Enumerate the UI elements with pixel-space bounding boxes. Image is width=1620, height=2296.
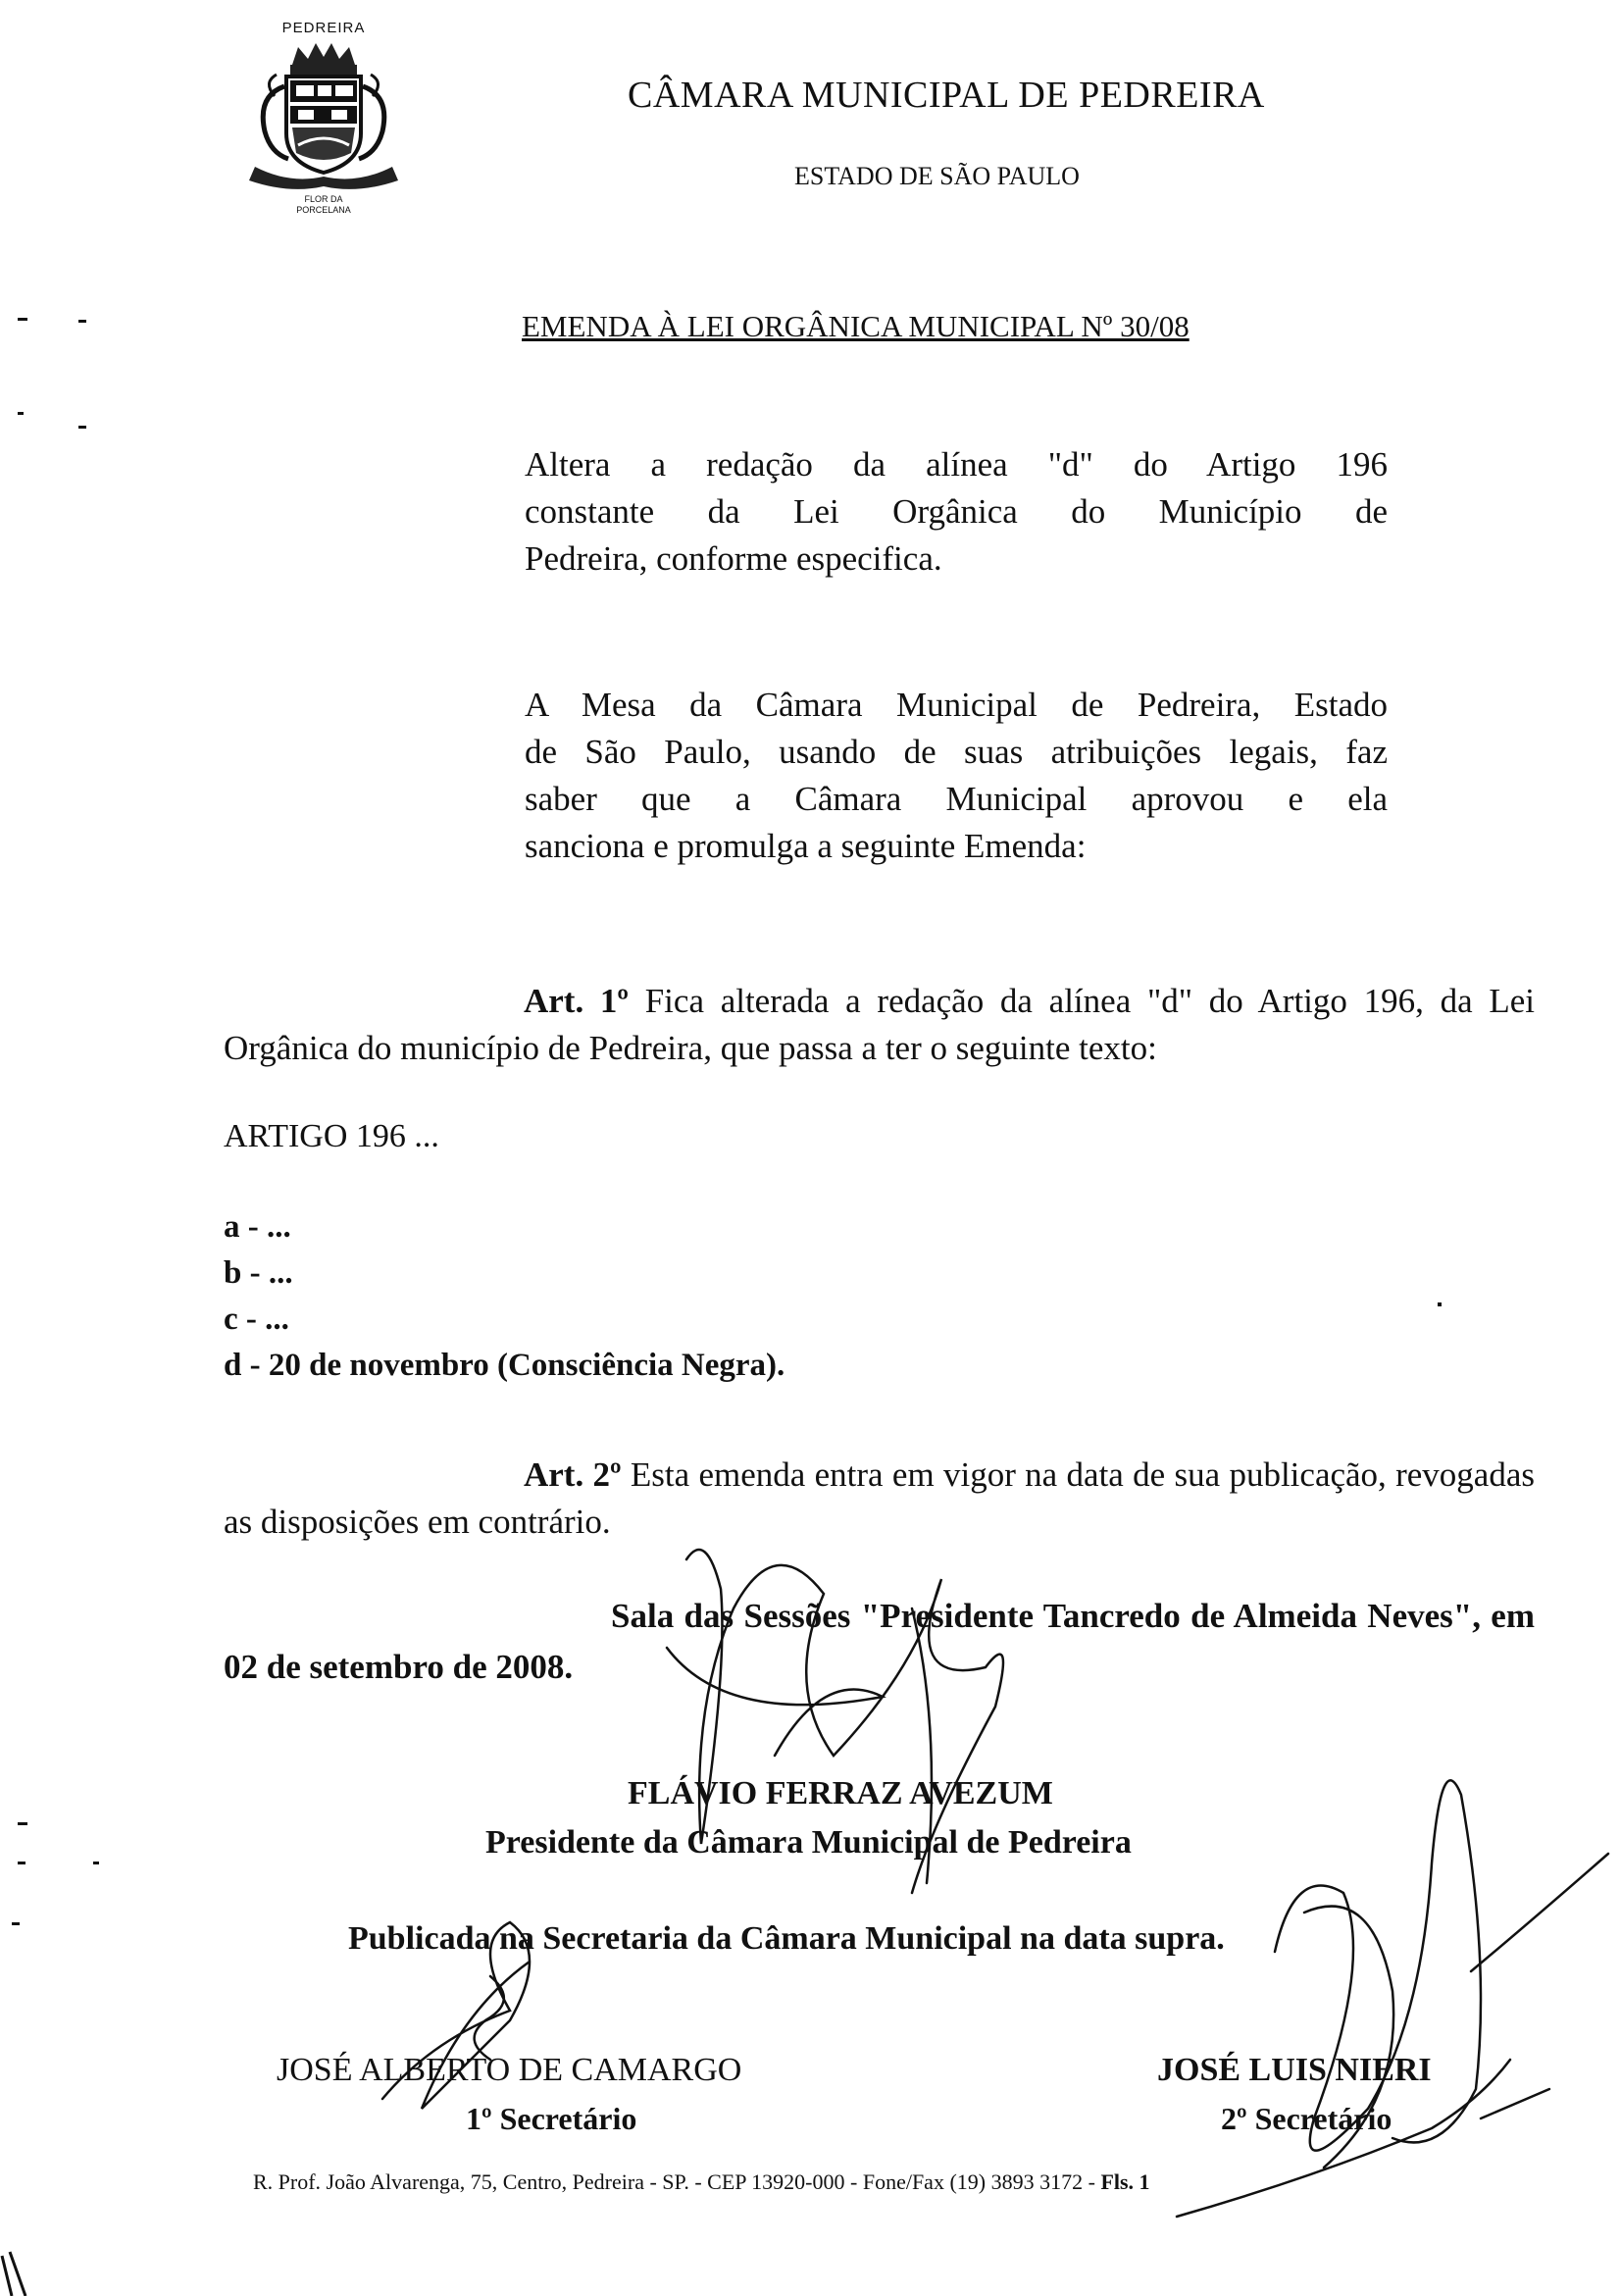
preamble-paragraph: [525, 682, 1388, 870]
ementa-line-1: Altera a redação da alínea "d" do Artigo 196: [525, 445, 1388, 484]
artigo-heading: ARTIGO 196 ...: [224, 1118, 439, 1154]
signature-secretary-2-stroke: [1275, 1780, 1481, 2150]
president-role: Presidente da Câmara Municipal de Pedreira: [485, 1824, 1132, 1861]
signature-secretary-2-tail: [1471, 1854, 1608, 1971]
state-name: ESTADO DE SÃO PAULO: [794, 162, 1080, 190]
scan-mark-7: [93, 1862, 99, 1864]
crest-motto-line-1: FLOR DA: [304, 194, 343, 204]
secretary-2-role: 2º Secretário: [1221, 2101, 1392, 2136]
secretary-2-name: JOSÉ LUIS NIERI: [1157, 2052, 1432, 2088]
article-1-text: Fica alterada a redação da alínea "d" do Artigo 196, da Lei Orgânica do município de Pedreira, que passa a ter o seguinte texto:: [224, 982, 1535, 1067]
preamble-line-2: de São Paulo, usando de suas atribuições legais, faz: [525, 733, 1388, 771]
signature-secretary-2-dash: [1481, 2089, 1549, 2118]
document-title: EMENDA À LEI ORGÂNICA MUNICIPAL Nº 30/08: [522, 309, 1190, 343]
session-date-text: Sala das Sessões "Presidente Tancredo de Almeida Neves", em 02 de setembro de 2008.: [224, 1597, 1535, 1686]
footer-address: [253, 2169, 1150, 2195]
crest-top-text: PEDREIRA: [281, 20, 366, 36]
scan-mark-2: [78, 320, 86, 323]
scan-mark-6: [18, 1862, 25, 1864]
scan-mark-8: [12, 1922, 20, 1925]
ementa-paragraph: [525, 441, 1388, 583]
footer-page-number: Fls. 1: [1100, 2169, 1150, 2194]
ementa-line-2: constante da Lei Orgânica do Município de: [525, 492, 1388, 531]
item-c: c - ...: [224, 1301, 289, 1337]
item-b: b - ...: [224, 1255, 293, 1291]
article-2: [224, 1452, 1535, 1546]
scan-mark-3: [18, 412, 24, 415]
institution-name: CÂMARA MUNICIPAL DE PEDREIRA: [628, 75, 1265, 116]
footer-address-text: R. Prof. João Alvarenga, 75, Centro, Pedreira - SP. - CEP 13920-000 - Fone/Fax (19) 3893 3172 -: [253, 2169, 1095, 2194]
preamble-line-4: sanciona e promulga a seguinte Emenda:: [525, 827, 1087, 865]
crest-emblem-icon: [235, 37, 412, 194]
scan-mark-4: [78, 426, 86, 429]
article-2-label: Art. 2º: [524, 1455, 622, 1494]
preamble-line-1: A Mesa da Câmara Municipal de Pedreira, Estado: [525, 686, 1388, 724]
item-a: a - ...: [224, 1209, 291, 1245]
crest-motto-line-2: PORCELANA: [296, 205, 351, 215]
secretary-1-role: 1º Secretário: [466, 2101, 637, 2136]
article-1-label: Art. 1º: [524, 982, 629, 1020]
ementa-line-3: Pedreira, conforme especifica.: [525, 539, 942, 578]
publication-note: Publicada na Secretaria da Câmara Municipal na data supra.: [348, 1920, 1225, 1957]
session-date-statement: [224, 1591, 1535, 1693]
article-1: [224, 978, 1535, 1072]
scan-mark-1: [18, 318, 27, 321]
secretary-1-name: JOSÉ ALBERTO DE CAMARGO: [277, 2052, 742, 2088]
scan-mark-5: [18, 1822, 27, 1825]
preamble-line-3: saber que a Câmara Municipal aprovou e ela: [525, 780, 1388, 818]
signature-secretary-1-loop: [475, 1976, 504, 2060]
scan-mark-9: [1438, 1302, 1442, 1306]
municipal-crest: [230, 20, 417, 221]
crest-motto: [230, 194, 417, 216]
scan-edge-mark: [2, 2252, 25, 2296]
article-2-text: Esta emenda entra em vigor na data de sua publicação, revogadas as disposições em contrário.: [224, 1455, 1535, 1541]
president-name: FLÁVIO FERRAZ AVEZUM: [628, 1775, 1053, 1811]
item-d: d - 20 de novembro (Consciência Negra).: [224, 1348, 785, 1383]
item-list: [224, 1204, 785, 1389]
